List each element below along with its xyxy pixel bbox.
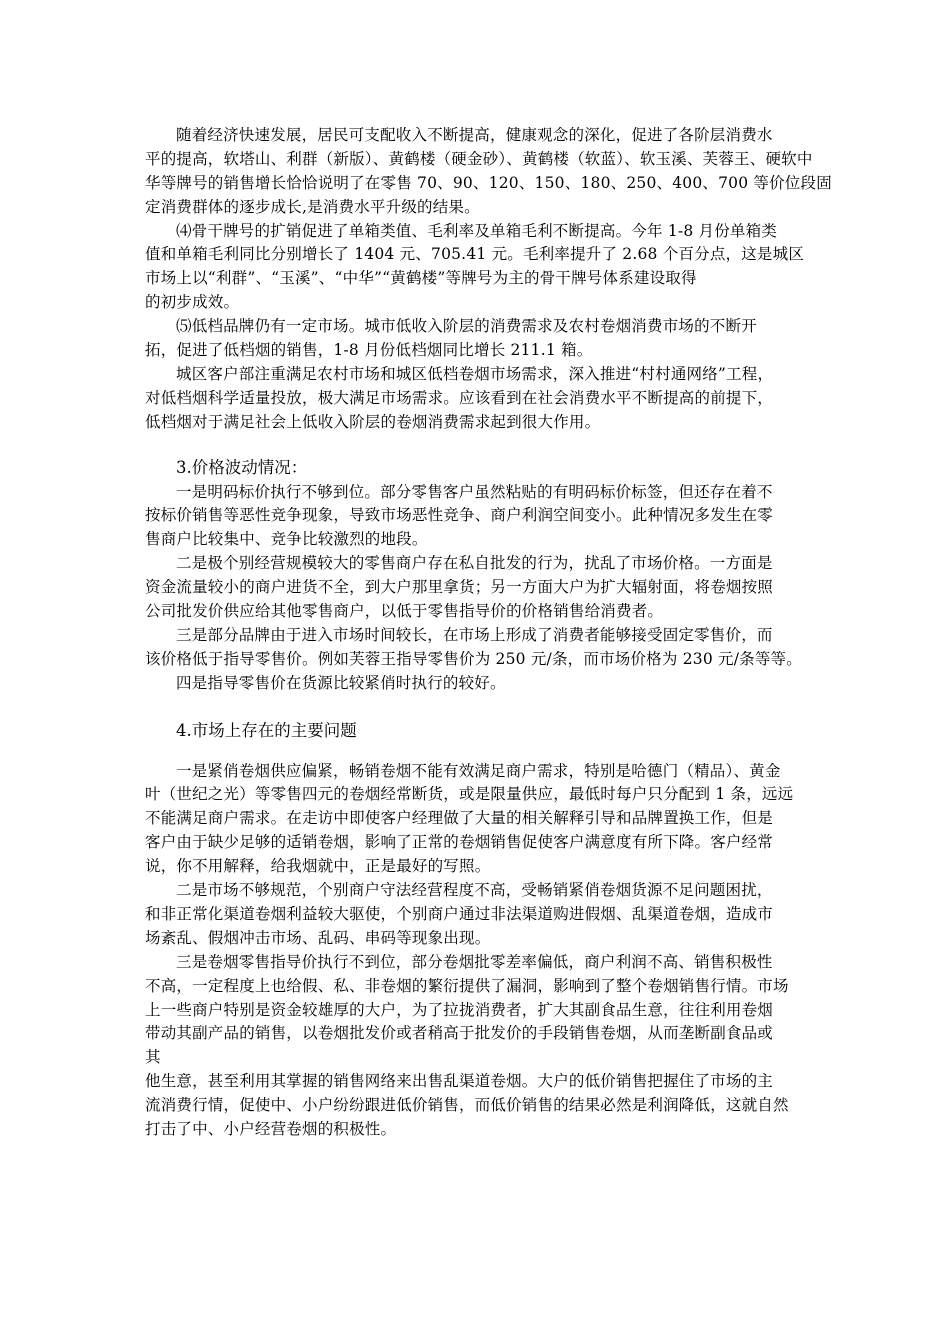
paragraph-city-customers bbox=[145, 363, 810, 435]
text-line: 资金流量较小的商户进货不全，到大户那里拿货；另一方面大户为扩大辐射面，将卷烟按照 bbox=[145, 578, 774, 597]
paragraph-price-3 bbox=[145, 624, 810, 672]
paragraph-price-1 bbox=[145, 481, 810, 553]
paragraph-low-grade-brands bbox=[145, 315, 810, 363]
paragraph-price-4 bbox=[145, 672, 810, 696]
text-line: 带动其副产品的销售，以卷烟批发价或者稍高于批发价的手段销售卷烟，从而垄断副食品或 bbox=[145, 1024, 774, 1043]
paragraph-price-2 bbox=[145, 552, 810, 624]
text-line: 城区客户部注重满足农村市场和城区低档卷烟市场需求，深入推进“村村通网络”工程， bbox=[176, 364, 774, 383]
paragraph-consumption-upgrade bbox=[145, 124, 832, 220]
text-line: 售商户比较集中、竞争比较激烈的地段。 bbox=[145, 530, 428, 549]
text-line: 流消费行情，促使中、小户纷纷跟进低价销售，而低价销售的结果必然是利润降低，这就自然 bbox=[145, 1096, 789, 1115]
text-line: 一是紧俏卷烟供应偏紧，畅销卷烟不能有效满足商户需求，特别是哈德门（精品）、黄金 bbox=[176, 761, 781, 780]
section-heading-problems: 4.市场上存在的主要问题 bbox=[176, 720, 357, 740]
paragraph-problem-3 bbox=[145, 951, 810, 1142]
text-line: 不能满足商户需求。在走访中即使客户经理做了大量的相关解释引导和品牌置换工作，但是 bbox=[145, 809, 774, 828]
text-line: 其 bbox=[145, 1048, 161, 1067]
text-line: 按标价销售等恶性竞争现象，导致市场恶性竞争、商户利润空间变小。此种情况多发生在零 bbox=[145, 506, 774, 525]
text-line: 二是市场不够规范，个别商户守法经营程度不高，受畅销紧俏卷烟货源不足问题困扰， bbox=[176, 881, 773, 900]
text-line: 不高，一定程度上也给假、私、非卷烟的繁衍提供了漏洞，影响到了整个卷烟销售行情。市场 bbox=[145, 976, 789, 995]
text-line: 打击了中、小户经营卷烟的积极性。 bbox=[145, 1119, 397, 1138]
text-line: 市场上以“利群”、“玉溪”、“中华”“黄鹤楼”等牌号为主的骨干牌号体系建设取得 bbox=[145, 269, 697, 288]
text-line: 和非正常化渠道卷烟利益较大驱使，个别商户通过非法渠道购进假烟、乱渠道卷烟，造成市 bbox=[145, 904, 774, 923]
text-line: 说，你不用解释，给我烟就中，正是最好的写照。 bbox=[145, 857, 491, 876]
text-line: 定消费群体的逐步成长,是消费水平升级的结果。 bbox=[145, 197, 480, 216]
paragraph-problem-1 bbox=[145, 760, 810, 879]
text-line: 低档烟对于满足社会上低收入阶层的卷烟消费需求起到很大作用。 bbox=[145, 412, 601, 431]
text-line: 公司批发价供应给其他零售商户，以低于零售指导价的价格销售给消费者。 bbox=[145, 602, 664, 621]
text-line: 二是极个别经营规模较大的零售商户存在私自批发的行为，扰乱了市场价格。一方面是 bbox=[176, 554, 773, 573]
text-line: 该价格低于指导零售价。例如芙蓉王指导零售价为 250 元/条，而市场价格为 230 元/条等等。 bbox=[145, 649, 802, 668]
text-line: 华等牌号的销售增长恰恰说明了在零售 70、90、120、150、180、250、400、700 等价位段固 bbox=[145, 173, 832, 192]
text-line: 场紊乱、假烟冲击市场、乱码、串码等现象出现。 bbox=[145, 928, 491, 947]
text-line: 随着经济快速发展，居民可支配收入不断提高，健康观念的深化，促进了各阶层消费水 bbox=[176, 126, 773, 144]
section-heading-price: 3.价格波动情况： bbox=[176, 457, 308, 477]
text-line: 叶（世纪之光）等零售四元的卷烟经常断货，或是限量供应，最低时每户只分配到 1 条，远远 bbox=[145, 785, 794, 804]
text-line: 三是卷烟零售指导价执行不到位，部分卷烟批零差率偏低，商户利润不高、销售积极性 bbox=[176, 952, 773, 971]
text-line: 他生意，甚至利用其掌握的销售网络来出售乱渠道卷烟。大户的低价销售把握住了市场的主 bbox=[145, 1072, 774, 1091]
text-line: 平的提高，软塔山、利群（新版）、黄鹤楼（硬金砂）、黄鹤楼（软蓝）、软玉溪、芙蓉王、硬软中 bbox=[145, 149, 813, 168]
text-line: ⑸低档品牌仍有一定市场。城市低收入阶层的消费需求及农村卷烟消费市场的不断开 bbox=[176, 317, 757, 336]
paragraph-core-brands bbox=[145, 220, 810, 316]
paragraph-problem-2 bbox=[145, 879, 810, 951]
text-line: 拓，促进了低档烟的销售，1-8 月份低档烟同比增长 211.1 箱。 bbox=[145, 341, 593, 360]
text-line: 对低档烟科学适量投放，极大满足市场需求。应该看到在社会消费水平不断提高的前提下， bbox=[145, 388, 774, 407]
text-line: 上一些商户特别是资金较雄厚的大户，为了拉拢消费者，扩大其副食品生意，往往利用卷烟 bbox=[145, 1000, 774, 1019]
text-line: 四是指导零售价在货源比较紧俏时执行的较好。 bbox=[176, 673, 506, 692]
text-line: ⑷骨干牌号的扩销促进了单箱类值、毛利率及单箱毛利不断提高。今年 1-8 月份单箱类 bbox=[176, 221, 778, 240]
text-line: 值和单箱毛利同比分别增长了 1404 元、705.41 元。毛利率提升了 2.68 个百分点，这是城区 bbox=[145, 245, 805, 264]
text-line: 一是明码标价执行不够到位。部分零售客户虽然粘贴的有明码标价标签，但还存在着不 bbox=[176, 482, 773, 501]
text-line: 客户由于缺少足够的适销卷烟，影响了正常的卷烟销售促使客户满意度有所下降。客户经常 bbox=[145, 833, 774, 852]
document-page bbox=[145, 124, 832, 1142]
text-line: 的初步成效。 bbox=[145, 293, 240, 312]
text-line: 三是部分品牌由于进入市场时间较长，在市场上形成了消费者能够接受固定零售价，而 bbox=[176, 625, 773, 644]
